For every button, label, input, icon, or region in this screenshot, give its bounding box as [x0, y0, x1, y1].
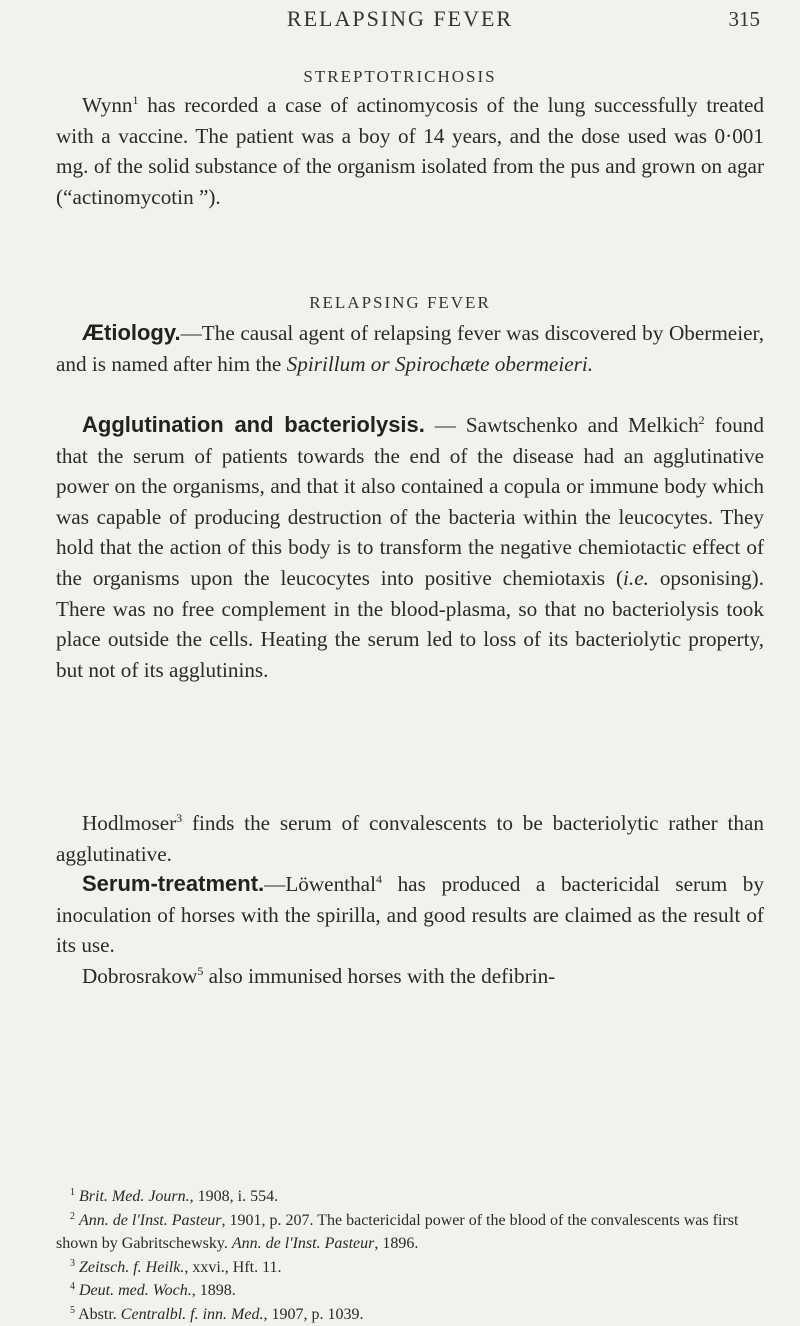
section-title-relapsing-fever: RELAPSING FEVER — [0, 293, 800, 313]
footnote-5: $^5$ Abstr. Centralbl. f. inn. Med., 1907, p. 1039. — [56, 1303, 764, 1326]
serum-treatment-heading: Serum-treatment. — [82, 871, 264, 896]
serum-text-2: has produced a bactericidal serum by inoculation of horses with the spirilla, and good results are claimed as the result of its use. — [56, 872, 764, 957]
agglutination-text-2: found that the serum of patients towards the end of the disease had an agglutinative power on the organisms, and that it also contained a copula or immune body which was capable of producing destruction of the bacteria within the leucocytes. They hold that the action of this body is to transform the negative chemiotactic effect of the organisms upon the leucocytes into positive chemiotaxis ( — [56, 413, 764, 590]
author-wynn: Wynn — [82, 93, 133, 117]
page-number: 315 — [729, 7, 761, 32]
author-dobrosrakow: Dobrosrakow — [82, 964, 197, 988]
footnote-ref-5: 5 — [197, 964, 203, 978]
footnote-source-2: Ann. de l'Inst. Pasteur — [232, 1235, 375, 1252]
agglutination-text-1: — Sawtschenko and Melkich — [425, 413, 699, 437]
footnote-3: $^3$ Zeitsch. f. Heilk., xxvi., Hft. 11. — [56, 1256, 764, 1280]
paragraph-aetiology — [56, 318, 764, 379]
ie-abbrev: i.e. — [623, 566, 649, 590]
footnote-1: $^1$ Brit. Med. Journ., 1908, i. 554. — [56, 1185, 764, 1209]
paragraph-text: has recorded a case of actinomycosis of the lung successfully treated with a vaccine. The patient was a boy of 14 years, and the dose used was 0·001 mg. of the solid substance of the organism isolated from the pus and grown on agar (“actinomycotin ”). — [56, 93, 764, 209]
agglutination-text-3: opsonising). There was no free complement in the blood-plasma, so that no bacteriolysis took place outside the cells. Heating the serum led to loss of its bacteriolytic property, but not of its agglutinins. — [56, 566, 764, 682]
running-head — [0, 6, 800, 42]
dobrosrakow-text: also immunised horses with the defibrin- — [203, 964, 555, 988]
agglutination-heading: Agglutination and bacteriolysis. — [82, 412, 425, 437]
hodlmoser-text: finds the serum of convalescents to be bacteriolytic rather than agglutinative. — [56, 811, 764, 866]
footnote-source: Centralbl. f. inn. Med. — [121, 1306, 264, 1323]
footnote-2: $^2$ Ann. de l'Inst. Pasteur, 1901, p. 207. The bactericidal power of the blood of the convalescents was first shown by Gabritschewsky. Ann. de l'Inst. Pasteur, 1896. — [56, 1209, 764, 1256]
footnote-source: Zeitsch. f. Heilk. — [79, 1259, 184, 1276]
aetiology-text: —The causal agent of relapsing fever was discovered by Obermeier, and is named after him the — [56, 321, 764, 376]
footnote-source: Ann. de l'Inst. Pasteur — [79, 1212, 222, 1229]
footnote-ref-2: 2 — [699, 413, 705, 427]
paragraph-dobrosrakow — [56, 961, 764, 992]
organism-name: Spirillum or Spirochæte obermeieri. — [287, 352, 593, 376]
section-title-streptotrichosis: STREPTOTRICHOSIS — [0, 67, 800, 87]
aetiology-heading: Ætiology. — [82, 320, 181, 345]
footnote-4: $^4$ Deut. med. Woch., 1898. — [56, 1279, 764, 1303]
footnote-source: Deut. med. Woch. — [79, 1282, 192, 1299]
paragraph-agglutination — [56, 410, 764, 685]
paragraph-streptotrichosis — [56, 90, 764, 212]
paragraph-serum-treatment — [56, 869, 764, 961]
paragraph-hodlmoser — [56, 808, 764, 869]
footnote-ref-3: 3 — [176, 811, 182, 825]
footnote-source: Brit. Med. Journ. — [79, 1188, 190, 1205]
serum-text-1: —Löwenthal — [264, 872, 376, 896]
author-hodlmoser: Hodlmoser — [82, 811, 176, 835]
footnote-ref-1: 1 — [133, 93, 139, 107]
footnote-ref-4: 4 — [376, 872, 382, 886]
footnotes — [56, 1185, 764, 1326]
running-title: RELAPSING FEVER — [0, 6, 800, 32]
